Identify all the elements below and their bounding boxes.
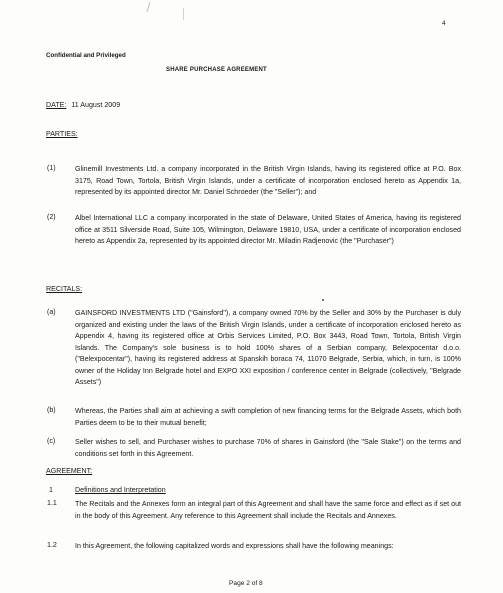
recital-b-number: (b) (47, 406, 56, 414)
section-1-title: Definitions and Interpretation (75, 486, 166, 494)
party-1-paragraph: Glinemill Investments Ltd. a company incorporated in the British Virgin Islands, having its registered office at P.O. Box 3175, Road Town, Tortola, British Virgin Islands, under a certificate of incorporation enclosed hereto as Appendix 1a, represented by its appointed director Mr. Daniel Schroeder (the "Seller"); and (75, 165, 461, 196)
party-1-text (75, 164, 461, 199)
recital-c-text (75, 437, 461, 460)
agreement-title: SHARE PURCHASE AGREEMENT (166, 67, 267, 73)
clause-1-2-number: 1.2 (47, 541, 57, 549)
date-value: 11 August 2009 (71, 101, 121, 109)
clause-1-1-number: 1.1 (47, 499, 57, 507)
clause-1-2-text (75, 541, 461, 553)
recitals-heading: RECITALS: (46, 285, 83, 293)
confidential-header: Confidential and Privileged (46, 52, 126, 59)
page-footer: Page 2 of 8 (229, 580, 263, 587)
party-2-paragraph: Albel International LLC a company incorporated in the state of Delaware, United States of America, having its registered office at 3511 Silverside Road, Suite 105, Wilmington, Delaware 19810, USA, under a certificate of incorporation enclosed hereto as Appendix 2a, represented by its appointed director Mr. Miladin Radjenovic (the "Purchaser") (75, 214, 461, 245)
agreement-heading: AGREEMENT: (46, 467, 93, 475)
party-2-text (75, 213, 461, 248)
clause-1-2-paragraph: In this Agreement, the following capitalized words and expressions shall have the following meanings: (75, 542, 394, 550)
date-line (46, 101, 120, 109)
recital-c-paragraph: Seller wishes to sell, and Purchaser wishes to purchase 70% of shares in Gainsford (the "Sale Stake") on the terms and conditions set forth in this Agreement. (75, 438, 461, 458)
scan-dot (322, 299, 324, 301)
corner-number: 4 (442, 20, 446, 27)
party-1-number: (1) (47, 164, 56, 172)
party-2-number: (2) (47, 213, 56, 221)
clause-1-1-text (75, 499, 461, 522)
recital-c-number: (c) (47, 437, 56, 445)
scan-mark-right (183, 8, 184, 20)
recital-b-paragraph: Whereas, the Parties shall aim at achieving a swift completion of new financing terms for the Belgrade Assets, which both Parties deem to be to their mutual benefit; (75, 407, 461, 427)
recital-a-text (75, 308, 461, 389)
recital-a-number: (a) (47, 308, 56, 316)
scan-mark-top (146, 2, 150, 12)
parties-heading: PARTIES: (46, 130, 78, 138)
date-label: DATE: (46, 101, 67, 109)
recital-b-text (75, 406, 461, 429)
section-1-number: 1 (49, 486, 53, 494)
recital-a-paragraph: GAINSFORD INVESTMENTS LTD ("Gainsford"), a company owned 70% by the Seller and 30% by the Purchaser is duly organized and existing under the laws of the British Virgin Islands, under a certificate of incorporation enclosed hereto as Appendix 4, having its registered office at Orbis Services Limited, P.O. Box 3443, Road Town, Tortola, British Virgin Islands. The Company's sole business is to hold 100% shares of a Serbian company, Belexpocentar d.o.o. ("Belexpocentar"), having its registered address at Spanskih boraca 74, 11070 Belgrade, Serbia, which, in turn, is 100% owner of the Holiday Inn Belgrade hotel and EXPO XXI exposition / conference center in Belgrade (collectively, "Belgrade Assets") (75, 309, 461, 386)
clause-1-1-paragraph: The Recitals and the Annexes form an integral part of this Agreement and shall have the same force and effect as if set out in the body of this Agreement. Any reference to this Agreement shall include the Recitals and Annexes. (75, 500, 461, 520)
